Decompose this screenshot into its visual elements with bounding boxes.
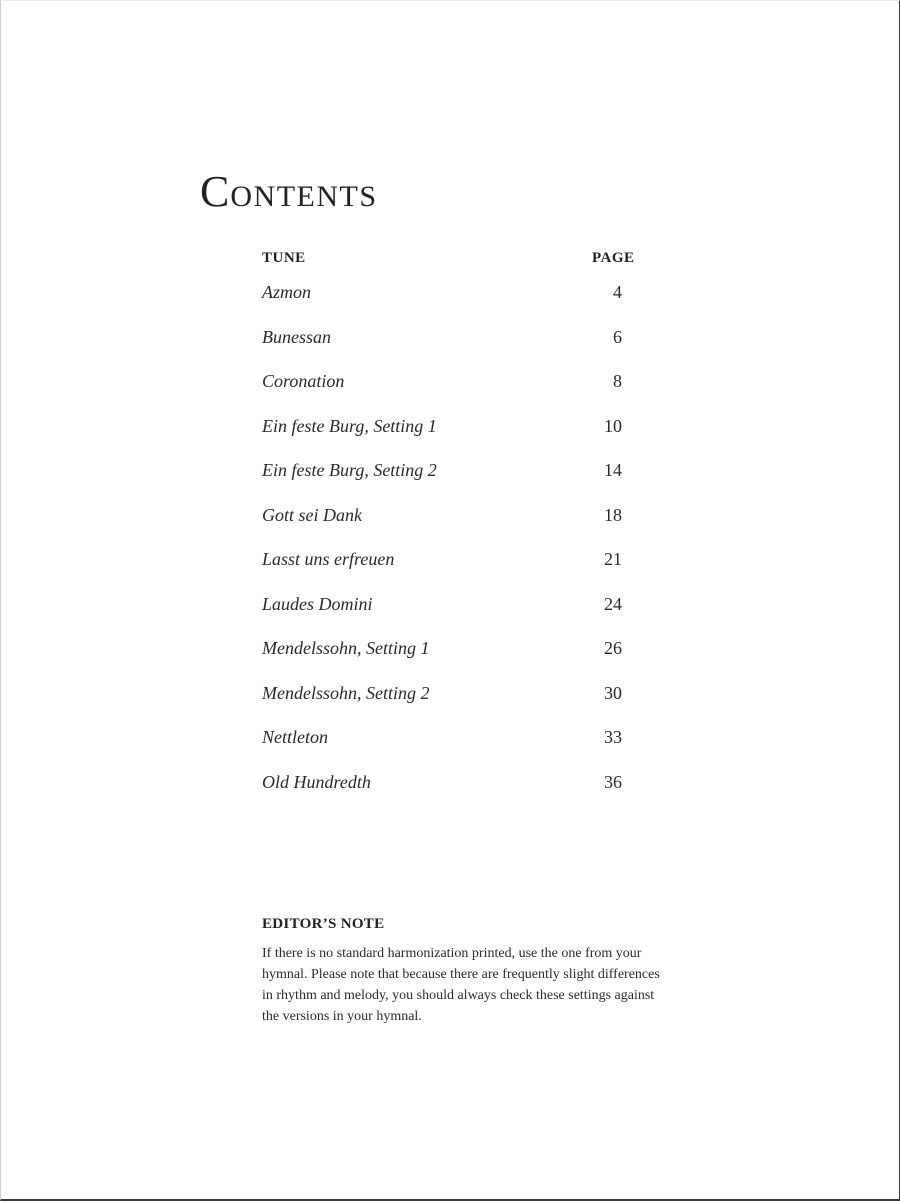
contents-entry[interactable] (262, 416, 622, 461)
contents-entry[interactable] (262, 772, 622, 817)
title-initial: C (200, 167, 231, 216)
contents-entry[interactable] (262, 282, 622, 327)
entry-tune: Old Hundredth (262, 771, 371, 792)
entry-tune: Laudes Domini (262, 593, 373, 614)
entry-tune: Mendelssohn, Setting 2 (262, 682, 430, 703)
entry-page: 24 (604, 593, 622, 614)
entry-tune: Ein feste Burg, Setting 1 (262, 415, 437, 436)
editors-note-heading: EDITOR’S NOTE (262, 916, 385, 932)
entry-page: 33 (604, 727, 622, 747)
entry-page: 8 (613, 371, 622, 391)
contents-entry[interactable] (262, 727, 622, 772)
contents-entry[interactable] (262, 638, 622, 683)
entry-page: 4 (613, 282, 622, 302)
contents-entry[interactable] (262, 371, 622, 416)
entry-page: 6 (613, 326, 622, 347)
column-header-tune: TUNE (262, 250, 306, 266)
column-header-page: PAGE (592, 250, 635, 266)
entry-page: 14 (604, 460, 622, 480)
page-title (200, 167, 378, 216)
contents-entry[interactable] (262, 594, 622, 639)
entry-tune: Lasst uns erfreuen (262, 549, 395, 569)
entry-page: 36 (604, 771, 622, 792)
entry-tune: Nettleton (262, 727, 328, 747)
title-rest: ONTENTS (230, 180, 378, 213)
contents-entry[interactable] (262, 505, 622, 550)
entry-page: 18 (604, 504, 622, 525)
entry-tune: Azmon (262, 282, 311, 302)
contents-entry[interactable] (262, 327, 622, 372)
editors-note-text: If there is no standard harmonization printed, use the one from your hymnal. Please note that because there are frequently slight differences in rhythm and melody, you should always check these settings against the versions in your hymnal. (262, 946, 660, 1024)
entry-page: 26 (604, 638, 622, 658)
entry-tune: Coronation (262, 371, 345, 391)
entry-page: 30 (604, 682, 622, 703)
entry-tune: Gott sei Dank (262, 504, 362, 525)
entry-tune: Mendelssohn, Setting 1 (262, 638, 430, 658)
entry-page: 10 (604, 415, 622, 436)
entry-tune: Ein feste Burg, Setting 2 (262, 460, 437, 480)
entry-page: 21 (604, 549, 622, 569)
contents-entry[interactable] (262, 683, 622, 728)
contents-entry[interactable] (262, 549, 622, 594)
contents-list (262, 282, 622, 816)
contents-entry[interactable] (262, 460, 622, 505)
entry-tune: Bunessan (262, 326, 331, 347)
